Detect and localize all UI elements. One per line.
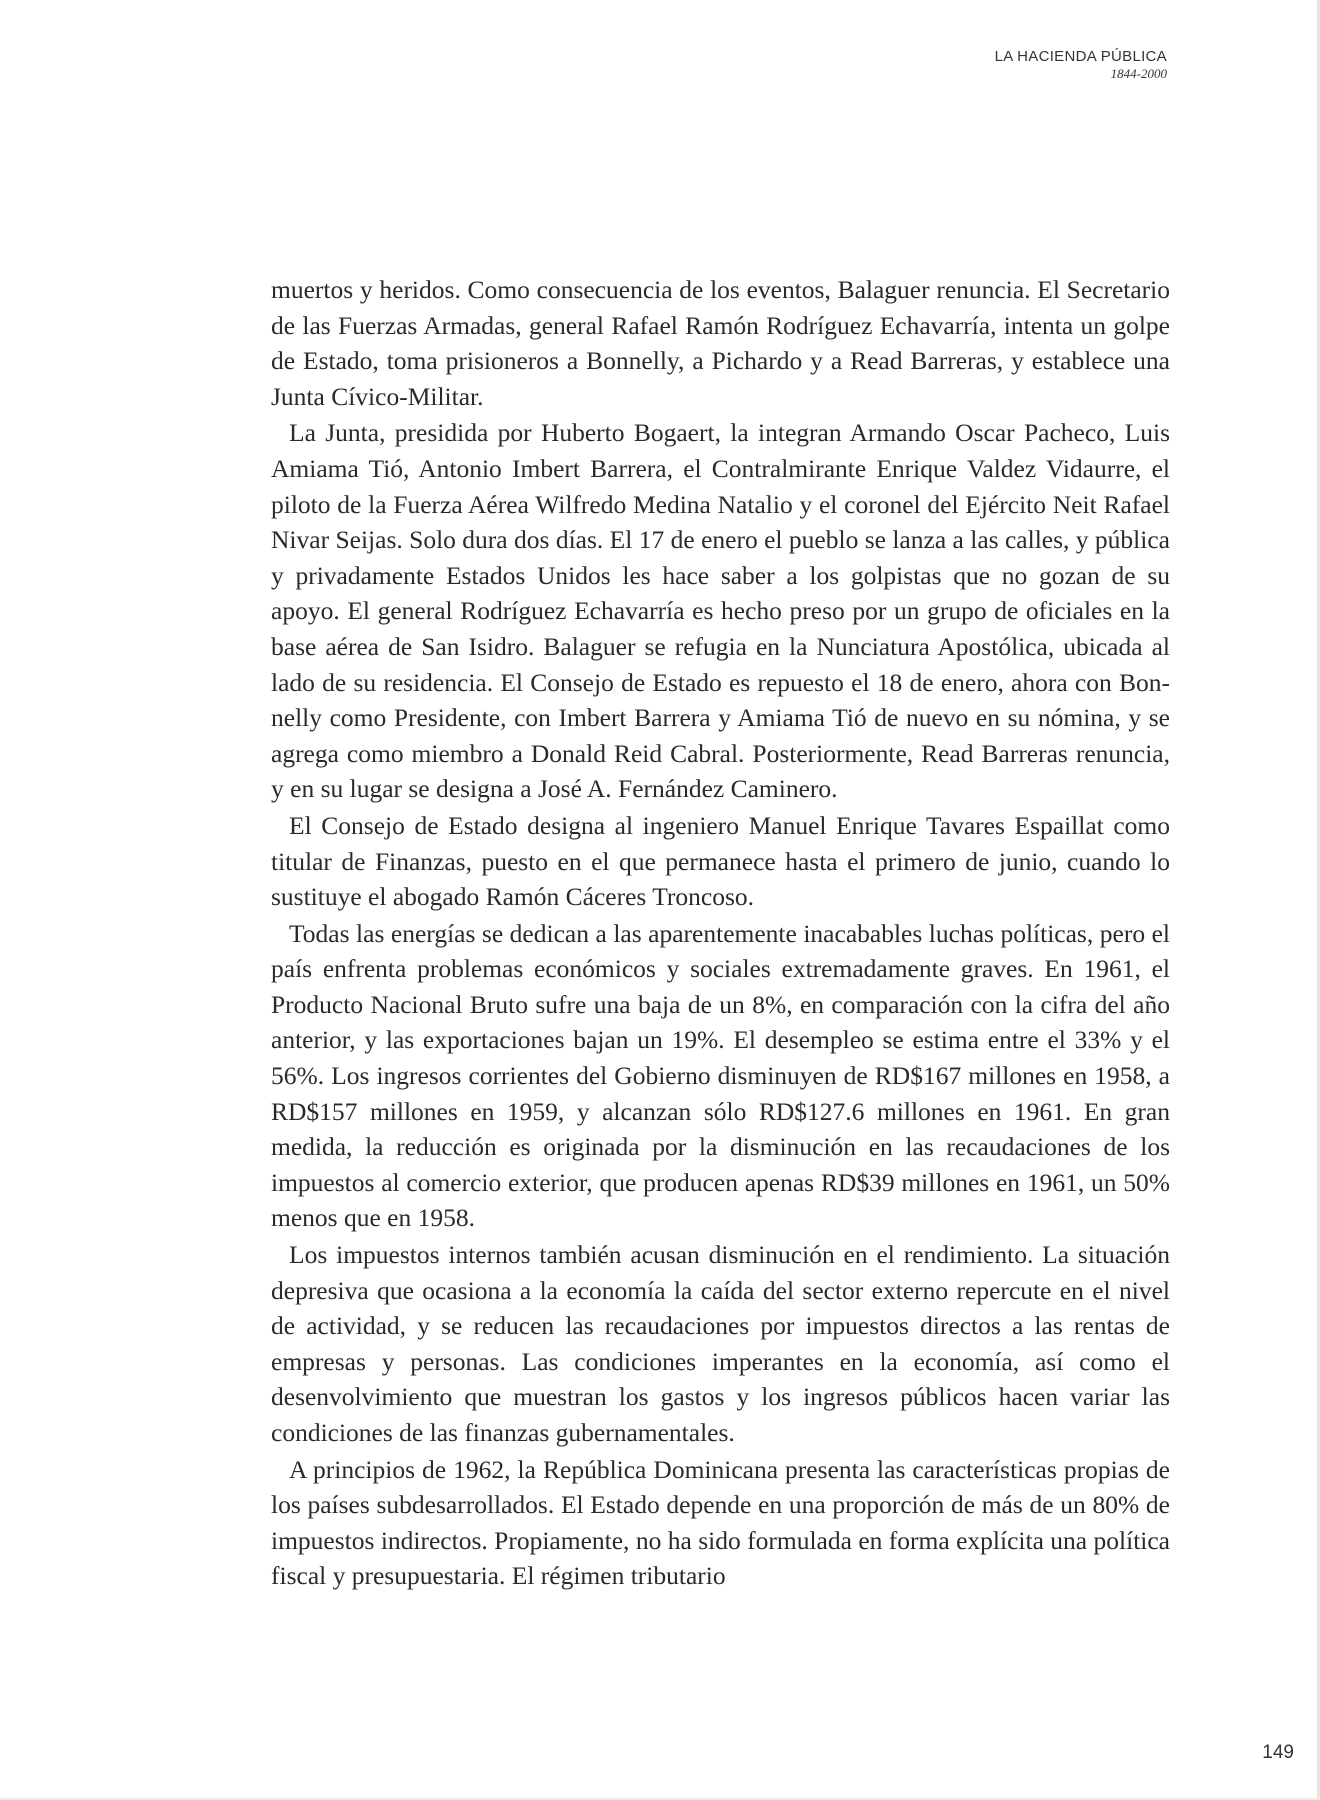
running-header: [995, 48, 1167, 81]
paragraph: Los impuestos internos también acusan disminución en el rendimiento. La situación depresiva que ocasiona a la economía la caída del sector externo repercute en el nivel de actividad, y se reducen las recaudaciones por impuestos directos a las rentas de empresas y personas. Las condiciones imperantes en la economía, así como el desenvolvimiento que muestran los gastos y los ingresos públicos hacen variar las condiciones de las finanzas gubernamentales.: [271, 1240, 1170, 1447]
paragraph: muertos y heridos. Como consecuencia de los eventos, Balaguer renuncia. El Secretario de las Fuerzas Armadas, general Rafael Ramón Rodríguez Echavarría, intenta un golpe de Estado, toma prisioneros a Bonnelly, a Pichardo y a Read Barreras, y establece una Junta Cívico-Militar.: [271, 275, 1170, 411]
paragraph: La Junta, presidida por Huberto Bogaert, la integran Armando Oscar Pacheco, Luis Amiama Tió, Antonio Imbert Barrera, el Contralmirante Enrique Valdez Vidaurre, el piloto de la Fuerza Aérea Wilfredo Medina Natalio y el coronel del Ejército Neit Rafael Nivar Seijas. Solo dura dos días. El 17 de enero el pueblo se lanza a las calles, y pública y privadamente Estados Unidos les hace saber a los golpistas que no gozan de su apoyo. El general Rodríguez Echavarría es hecho preso por un grupo de oficiales en la base aérea de San Isidro. Balaguer se refugia en la Nunciatura Apostólica, ubicada al lado de su residencia. El Consejo de Estado es repuesto el 18 de enero, ahora con Bonnelly como Presidente, con Imbert Barrera y Amiama Tió de nuevo en su nómina, y se agrega como miembro a Donald Reid Cabral. Posteriormente, Read Barreras renuncia, y en su lugar se designa a José A. Fernández Caminero.: [271, 418, 1170, 804]
book-title: LA HACIENDA PÚBLICA: [994, 48, 1167, 65]
body-text: [271, 272, 1170, 1595]
page-number: 149: [1262, 1742, 1294, 1763]
paragraph: Todas las energías se dedican a las aparentemente inacabables luchas políticas, pero el país enfrenta problemas económicos y sociales extremadamente graves. En 1961, el Producto Nacional Bruto sufre una baja de un 8%, en comparación con la cifra del año anterior, y las exportaciones bajan un 19%. El desempleo se estima entre el 33% y el 56%. Los ingresos corrientes del Gobierno disminuyen de RD$167 millones en 1958, a RD$157 millones en 1959, y alcanzan sólo RD$127.6 millones en 1961. En gran medida, la reducción es originada por la disminución en las recaudaciones de los impuestos al comercio exterior, que producen apenas RD$39 millones en 1961, un 50% menos que en 1958.: [271, 918, 1170, 1233]
book-years: 1844-2000: [1110, 66, 1167, 81]
paragraph: El Consejo de Estado designa al ingeniero Manuel Enrique Tavares Espaillat como titular de Finanzas, puesto en el que permanece hasta el primero de junio, cuando lo sustituye el abogado Ramón Cáceres Troncoso.: [271, 810, 1170, 912]
paragraph: A principios de 1962, la República Dominicana presenta las características propias de los países subdesarrollados. El Estado depende en una proporción de más de un 80% de impuestos indirectos. Propiamente, no ha sido formulada en forma explícita una política fiscal y presupuestaria. El régimen tributario: [271, 1454, 1170, 1591]
